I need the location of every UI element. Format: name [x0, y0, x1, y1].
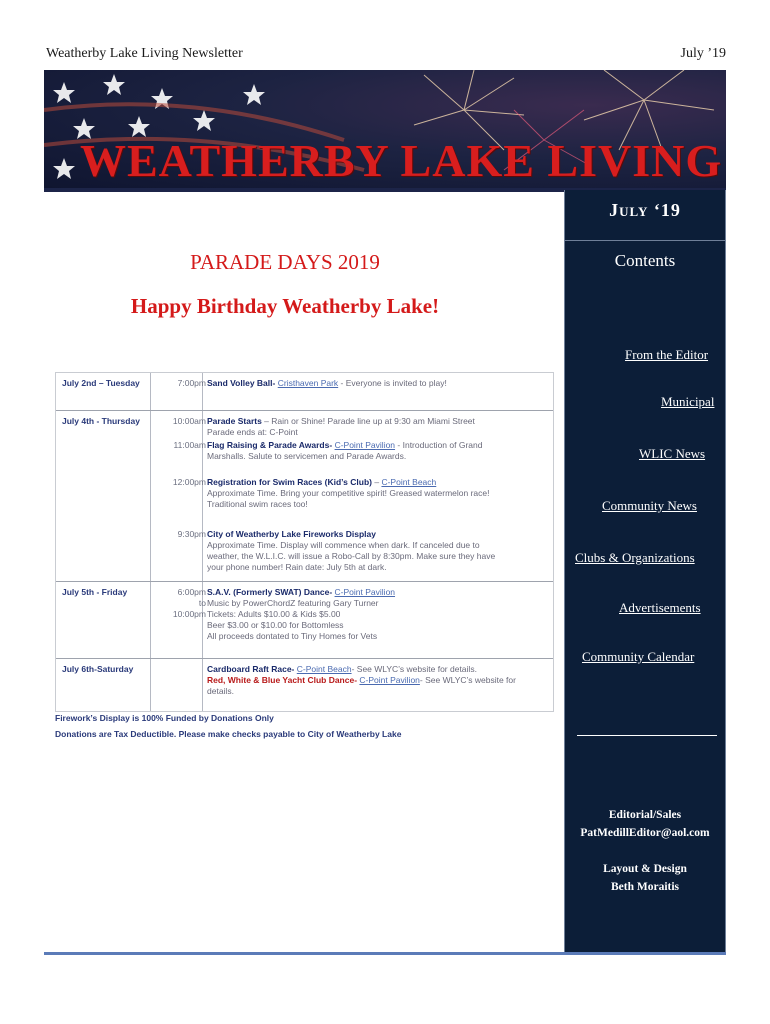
schedule-row [56, 410, 553, 581]
schedule-day: July 6th-Saturday [62, 664, 134, 674]
schedule-row [56, 581, 553, 658]
schedule-day: July 5th - Friday [62, 587, 128, 597]
schedule-notes [55, 710, 401, 742]
toc-advertisements[interactable]: Advertisements [619, 600, 701, 615]
credits-designer: Beth Moraitis [610, 881, 680, 893]
schedule-row [56, 373, 553, 409]
schedule-time: 10:00am [172, 416, 206, 426]
donation-note-1: Firework’s Display is 100% Funded by Donations Only [55, 713, 274, 723]
schedule-time: 12:00pm [172, 477, 206, 487]
toc-wlic-news[interactable]: WLIC News [639, 446, 706, 461]
contents-heading: Contents [614, 251, 676, 270]
toc-community-calendar[interactable]: Community Calendar [582, 649, 695, 664]
credits-email: PatMedillEditor@aol.com [580, 827, 710, 839]
schedule-row [56, 658, 553, 711]
toc-from-the-editor[interactable]: From the Editor [625, 347, 709, 362]
credits-layout: Layout & Design [603, 863, 687, 875]
page-subtitle: Happy Birthday Weatherby Lake! [130, 294, 440, 318]
parade-schedule [55, 372, 554, 712]
masthead-banner [44, 70, 726, 192]
schedule-event: City of Weatherby Lake Fireworks Display Approximate Time. Display will commence when dark. If canceled due to weather, the W.L.I.C. will issue a Robo-Call by 8:30pm. Make sure they have your phone number! Rain date: July 5th at dark. [207, 529, 496, 572]
donation-note-2: Donations are Tax Deductible. Please make checks payable to City of Weatherby Lake [55, 729, 402, 739]
credits-editorial: Editorial/Sales [608, 809, 682, 821]
schedule-event: S.A.V. (Formerly SWAT) Dance- C-Point Pavilion Music by PowerChordZ featuring Gary Turner Tickets: Adults $10.00 & Kids $5.00 Beer $3.00 or $10.00 for Bottomless All proceeds dontated to Tiny Homes for Vets [207, 587, 396, 641]
schedule-time: 7:00pm [177, 378, 206, 388]
sidebar-issue: July ‘19 [565, 190, 725, 241]
toc-community-news[interactable]: Community News [602, 498, 697, 513]
schedule-day: July 2nd – Tuesday [62, 378, 140, 388]
schedule-time: 9:30pm [177, 529, 206, 539]
newsletter-name: Weatherby Lake Living Newsletter [46, 46, 243, 61]
masthead-title: WEATHERBY LAKE LIVING [80, 135, 723, 186]
schedule-time: 6:00pm [177, 587, 206, 597]
schedule-day: July 4th - Thursday [62, 416, 140, 426]
schedule-event: Registration for Swim Races (Kid’s Club) – C-Point Beach Approximate Time. Bring your competitive spirit! Greased watermelon race! Traditional swim races too! [207, 477, 490, 509]
sidebar [564, 190, 726, 952]
schedule-event: Parade Starts – Rain or Shine! Parade line up at 9:30 am Miami Street Parade ends at: C-Point [207, 416, 475, 437]
schedule-event: Sand Volley Ball- Cristhaven Park - Everyone is invited to play! [207, 378, 447, 388]
toc-clubs-organizations[interactable]: Clubs & Organizations [575, 550, 695, 565]
footer-rule [44, 952, 726, 955]
sidebar-divider [577, 735, 717, 736]
schedule-time: 10:00pm [172, 609, 206, 619]
schedule-event: Flag Raising & Parade Awards- C-Point Pavilion - Introduction of Grand Marshalls. Salute to servicemen and Parade Awards. [207, 440, 483, 461]
schedule-time: 11:00am [173, 440, 206, 450]
page-title: PARADE DAYS 2019 [190, 250, 380, 274]
toc-municipal[interactable]: Municipal [661, 394, 715, 409]
issue-date: July ’19 [680, 46, 726, 61]
schedule-event: Cardboard Raft Race- C-Point Beach- See WLYC’s website for details. Red, White & Blue Yacht Club Dance- C-Point Pavilion- See WLYC’s website for details. [207, 664, 516, 696]
schedule-time: to [198, 598, 206, 608]
